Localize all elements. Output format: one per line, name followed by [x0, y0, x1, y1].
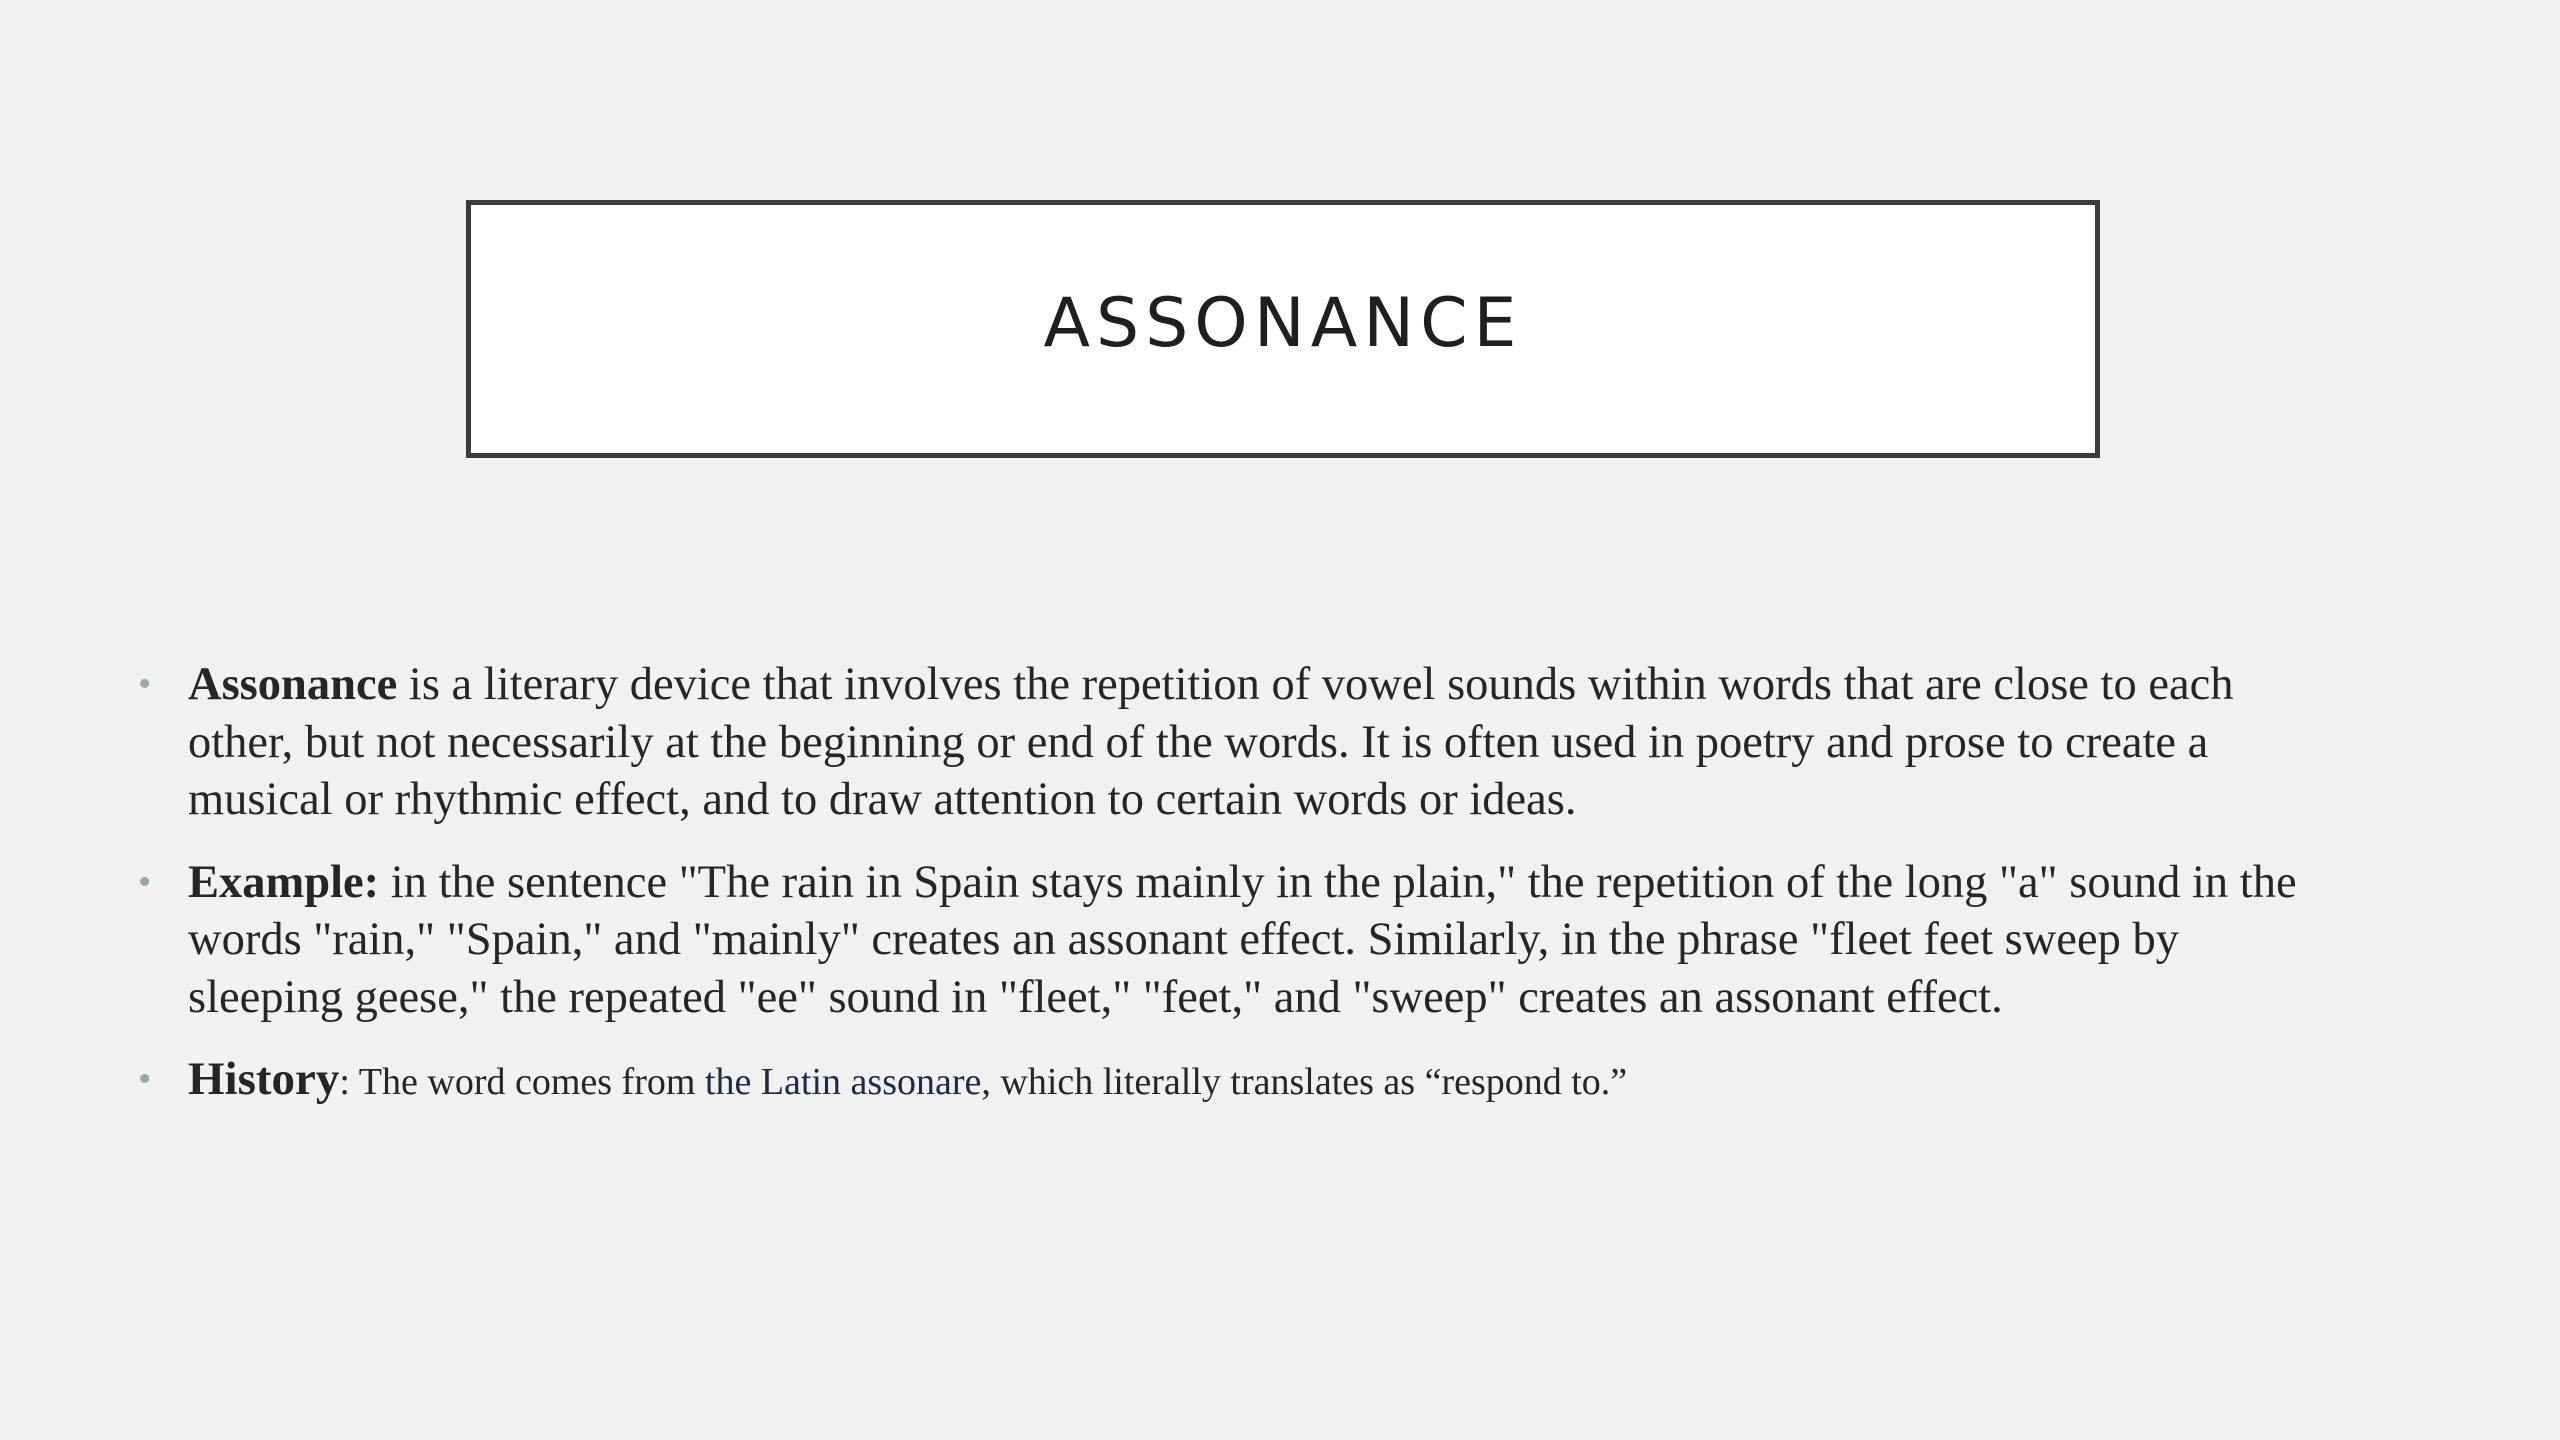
- bullet-text: in the sentence "The rain in Spain stays mainly in the plain," the repetition of the long "a" sound in the words "rain," "Spain," and "mainly" creates an assonant effect. Similarly, in the phrase "fleet feet sweep by sleeping geese," the repeated "ee" sound in "fleet," "feet," and "sweep" creates an assonant effect.: [188, 856, 2297, 1023]
- bullet-dot-icon: •: [138, 1058, 152, 1100]
- bullet-text: : The word comes from: [339, 1061, 705, 1103]
- bullet-assonance-definition: [138, 656, 2338, 829]
- bullet-term: History: [188, 1053, 340, 1105]
- bullet-dot-icon: •: [138, 663, 152, 705]
- slide-title: ASSONANCE: [1043, 283, 1523, 363]
- bullet-text: is a literary device that involves the repetition of vowel sounds within words that are close to each other, but not necessarily at the beginning or end of the words. It is often used in poetry and prose to create a musical or rhythmic effect, and to draw attention to certain words or ideas.: [188, 659, 2234, 825]
- bullet-dot-icon: •: [138, 860, 152, 903]
- bullet-history: [138, 1051, 2338, 1112]
- bullet-term: Assonance: [188, 659, 398, 710]
- bullet-text-latin: the Latin assonare: [704, 1061, 982, 1103]
- bullet-text: , which literally translates as “respond to.”: [981, 1061, 1628, 1103]
- title-box: [466, 200, 2100, 458]
- bullet-term: Example:: [188, 856, 380, 908]
- bullet-list: [138, 656, 2338, 1137]
- bullet-example: [138, 854, 2338, 1027]
